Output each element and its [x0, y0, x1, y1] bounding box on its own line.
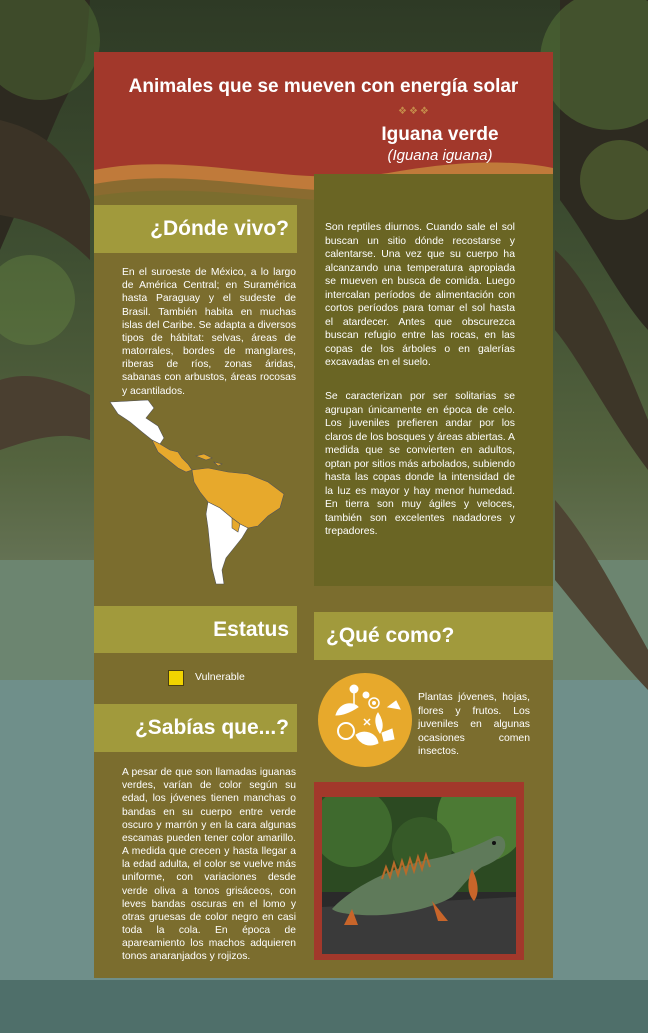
iguana-illustration: [322, 797, 516, 954]
status-heading-box: [94, 606, 297, 653]
page-title: Animales que se mueven con energía solar: [128, 76, 519, 97]
ornament-divider: ❖❖❖: [398, 106, 431, 117]
species-scientific-name: (Iguana iguana): [387, 147, 493, 164]
status-heading: Estatus: [213, 617, 289, 641]
did-you-know-heading: ¿Sabías que...?: [134, 716, 289, 739]
food-icons: [318, 673, 412, 767]
behavior-paragraph-1: Son reptiles diurnos. Cuando sale el sol buscan un sitio dónde recostarse y calentarse. Una vez que su cuerpo ha alcanzando una temperatura apropiada se mueven en busca de comida. Luego intercalan períodos de alimentación con cortos períodos para tomar el sol hasta el atardecer. Antes que obscurezca buscan refugio entre las rocas, en las copas de los árboles o en galerías excavadas en el suelo.: [325, 222, 515, 369]
vulnerable-swatch: [168, 670, 184, 686]
where-text: En el suroeste de México, a lo largo de América Central; en Suramérica hasta Paraguay y el sudeste de Brasil. También habita en muchas islas del Caribe. Se adapta a diversos tipos de hábitat: selvas, áreas de matorrales, bordes de manglares, riberas de ríos, zonas áridas, sabanas con arbustos, áreas rocosas y acantilados.: [122, 267, 296, 397]
iguana-photo: [322, 797, 516, 954]
where-heading-box: [94, 205, 297, 253]
did-you-know-text: A pesar de que son llamadas iguanas verdes, varían de color según su edad, los jóvenes tienen manchas o bandas en su cuerpo entre verde oscuro y marrón y en la cara algunas escamas pueden tener color amarillo. A medida que crecen y hasta llegar a la edad adulta, el color se vuelve más uniforme, con variaciones desde verde oliva a tonos grisáceos, con leves bandas oscuras en el lomo y otras gruesas de color negro en casi toda la cola. En época de apareamiento los machos adquieren tonos anaranjados y rojizos.: [122, 767, 296, 963]
did-you-know-heading-box: [94, 704, 297, 752]
behavior-paragraph-2: Se caracterizan por ser solitarias se agrupan únicamente en época de celo. Los juveniles prefieren andar por los claros de los bosques y áreas abiertas. A medida que se convierten en adultos, optan por sitios más arbolados, subiendo hasta las copas donde la intensidad de la luz es mayor y hay menor humedad. En tierra son muy ágiles y veloces, también son excelentes nadadores y trepadores.: [325, 391, 515, 538]
status-legend-label: Vulnerable: [195, 671, 245, 683]
food-text: Plantas jóvenes, hojas, flores y frutos. Los juveniles en algunas ocasiones comen insectos.: [418, 692, 530, 758]
food-heading-box: [314, 612, 553, 660]
distribution-map: [108, 398, 293, 588]
where-heading: ¿Dónde vivo?: [150, 217, 289, 240]
food-heading: ¿Qué como?: [326, 624, 455, 647]
species-common-name: Iguana verde: [381, 124, 499, 145]
